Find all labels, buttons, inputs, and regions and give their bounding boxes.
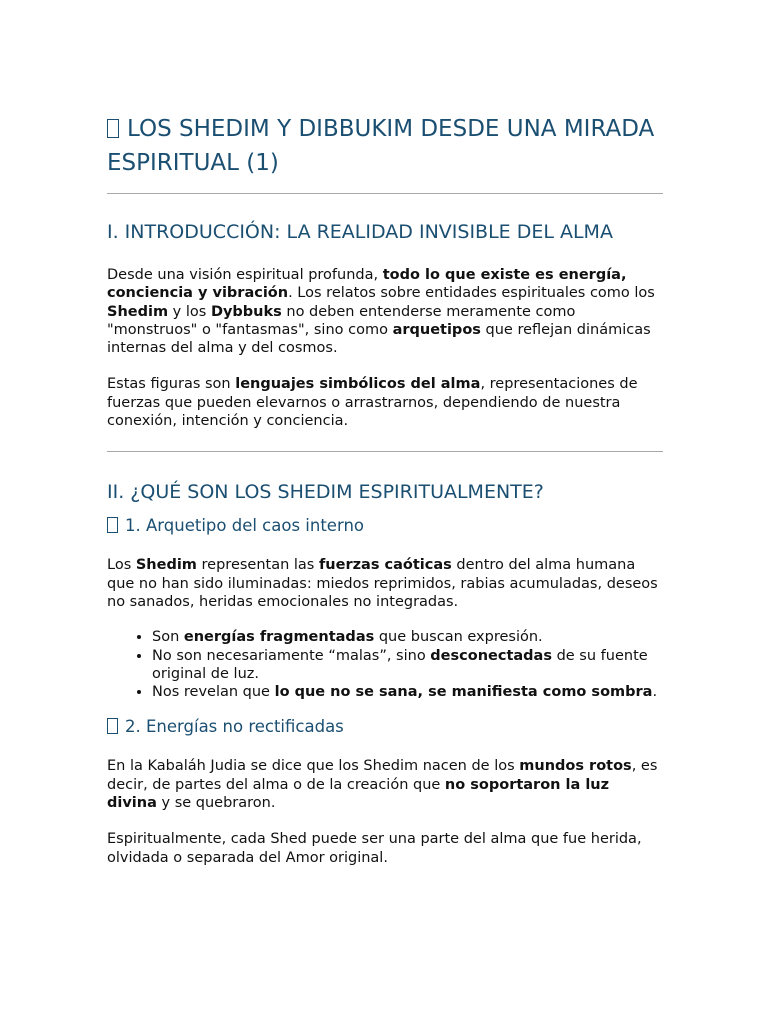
divider: [107, 193, 663, 194]
divider: [107, 451, 663, 452]
missing-glyph-icon: [107, 718, 118, 734]
kabbalah-paragraph: En la Kabaláh Judia se dice que los Shedim nacen de los mundos rotos, es decir, de partes del alma o de la creación que no soportaron la luz divina y se quebraron.: [107, 758, 658, 812]
document-content: [107, 112, 663, 867]
list-item: • No son necesariamente “malas”, sino desconectadas de su fuente original de luz.: [152, 647, 663, 684]
page-title: [107, 112, 663, 180]
missing-glyph-icon: [107, 119, 119, 138]
list-item: • Son energías fragmentadas que buscan expresión.: [152, 628, 663, 646]
section-heading-shedim: II. ¿QUÉ SON LOS SHEDIM ESPIRITUALMENTE?: [107, 481, 544, 504]
spiritual-paragraph: Espiritualmente, cada Shed puede ser una parte del alma que fue herida, olvidada o separada del Amor original.: [107, 831, 642, 866]
intro-paragraph-1: Desde una visión espiritual profunda, todo lo que existe es energía, conciencia y vibración. Los relatos sobre entidades espirituales como los Shedim y los Dybbuks no deben entenderse meramente como "monstruos" o "fantasmas", sino como arquetipos que reflejan dinámicas internas del alma y del cosmos.: [107, 267, 655, 357]
section-heading-intro: I. INTRODUCCIÓN: LA REALIDAD INVISIBLE DEL ALMA: [107, 221, 613, 243]
missing-glyph-icon: [107, 517, 118, 533]
intro-paragraph-2: Estas figuras son lenguajes simbólicos del alma, representaciones de fuerzas que pueden elevarnos o arrastrarnos, dependiendo de nuestra conexión, intención y conciencia.: [107, 376, 638, 430]
chaos-bullet-list: [107, 628, 663, 701]
subheading-chaos-archetype: 1. Arquetipo del caos interno: [107, 515, 663, 537]
chaos-paragraph: Los Shedim representan las fuerzas caóticas dentro del alma humana que no han sido iluminadas: miedos reprimidos, rabias acumuladas, deseos no sanados, heridas emocionales no integradas.: [107, 557, 658, 610]
subheading-unrectified-energies: 2. Energías no rectificadas: [107, 716, 663, 738]
list-item: • Nos revelan que lo que no se sana, se manifiesta como sombra.: [152, 683, 663, 701]
page-title-text: LOS SHEDIM Y DIBBUKIM DESDE UNA MIRADA ESPIRITUAL (1): [107, 116, 655, 176]
